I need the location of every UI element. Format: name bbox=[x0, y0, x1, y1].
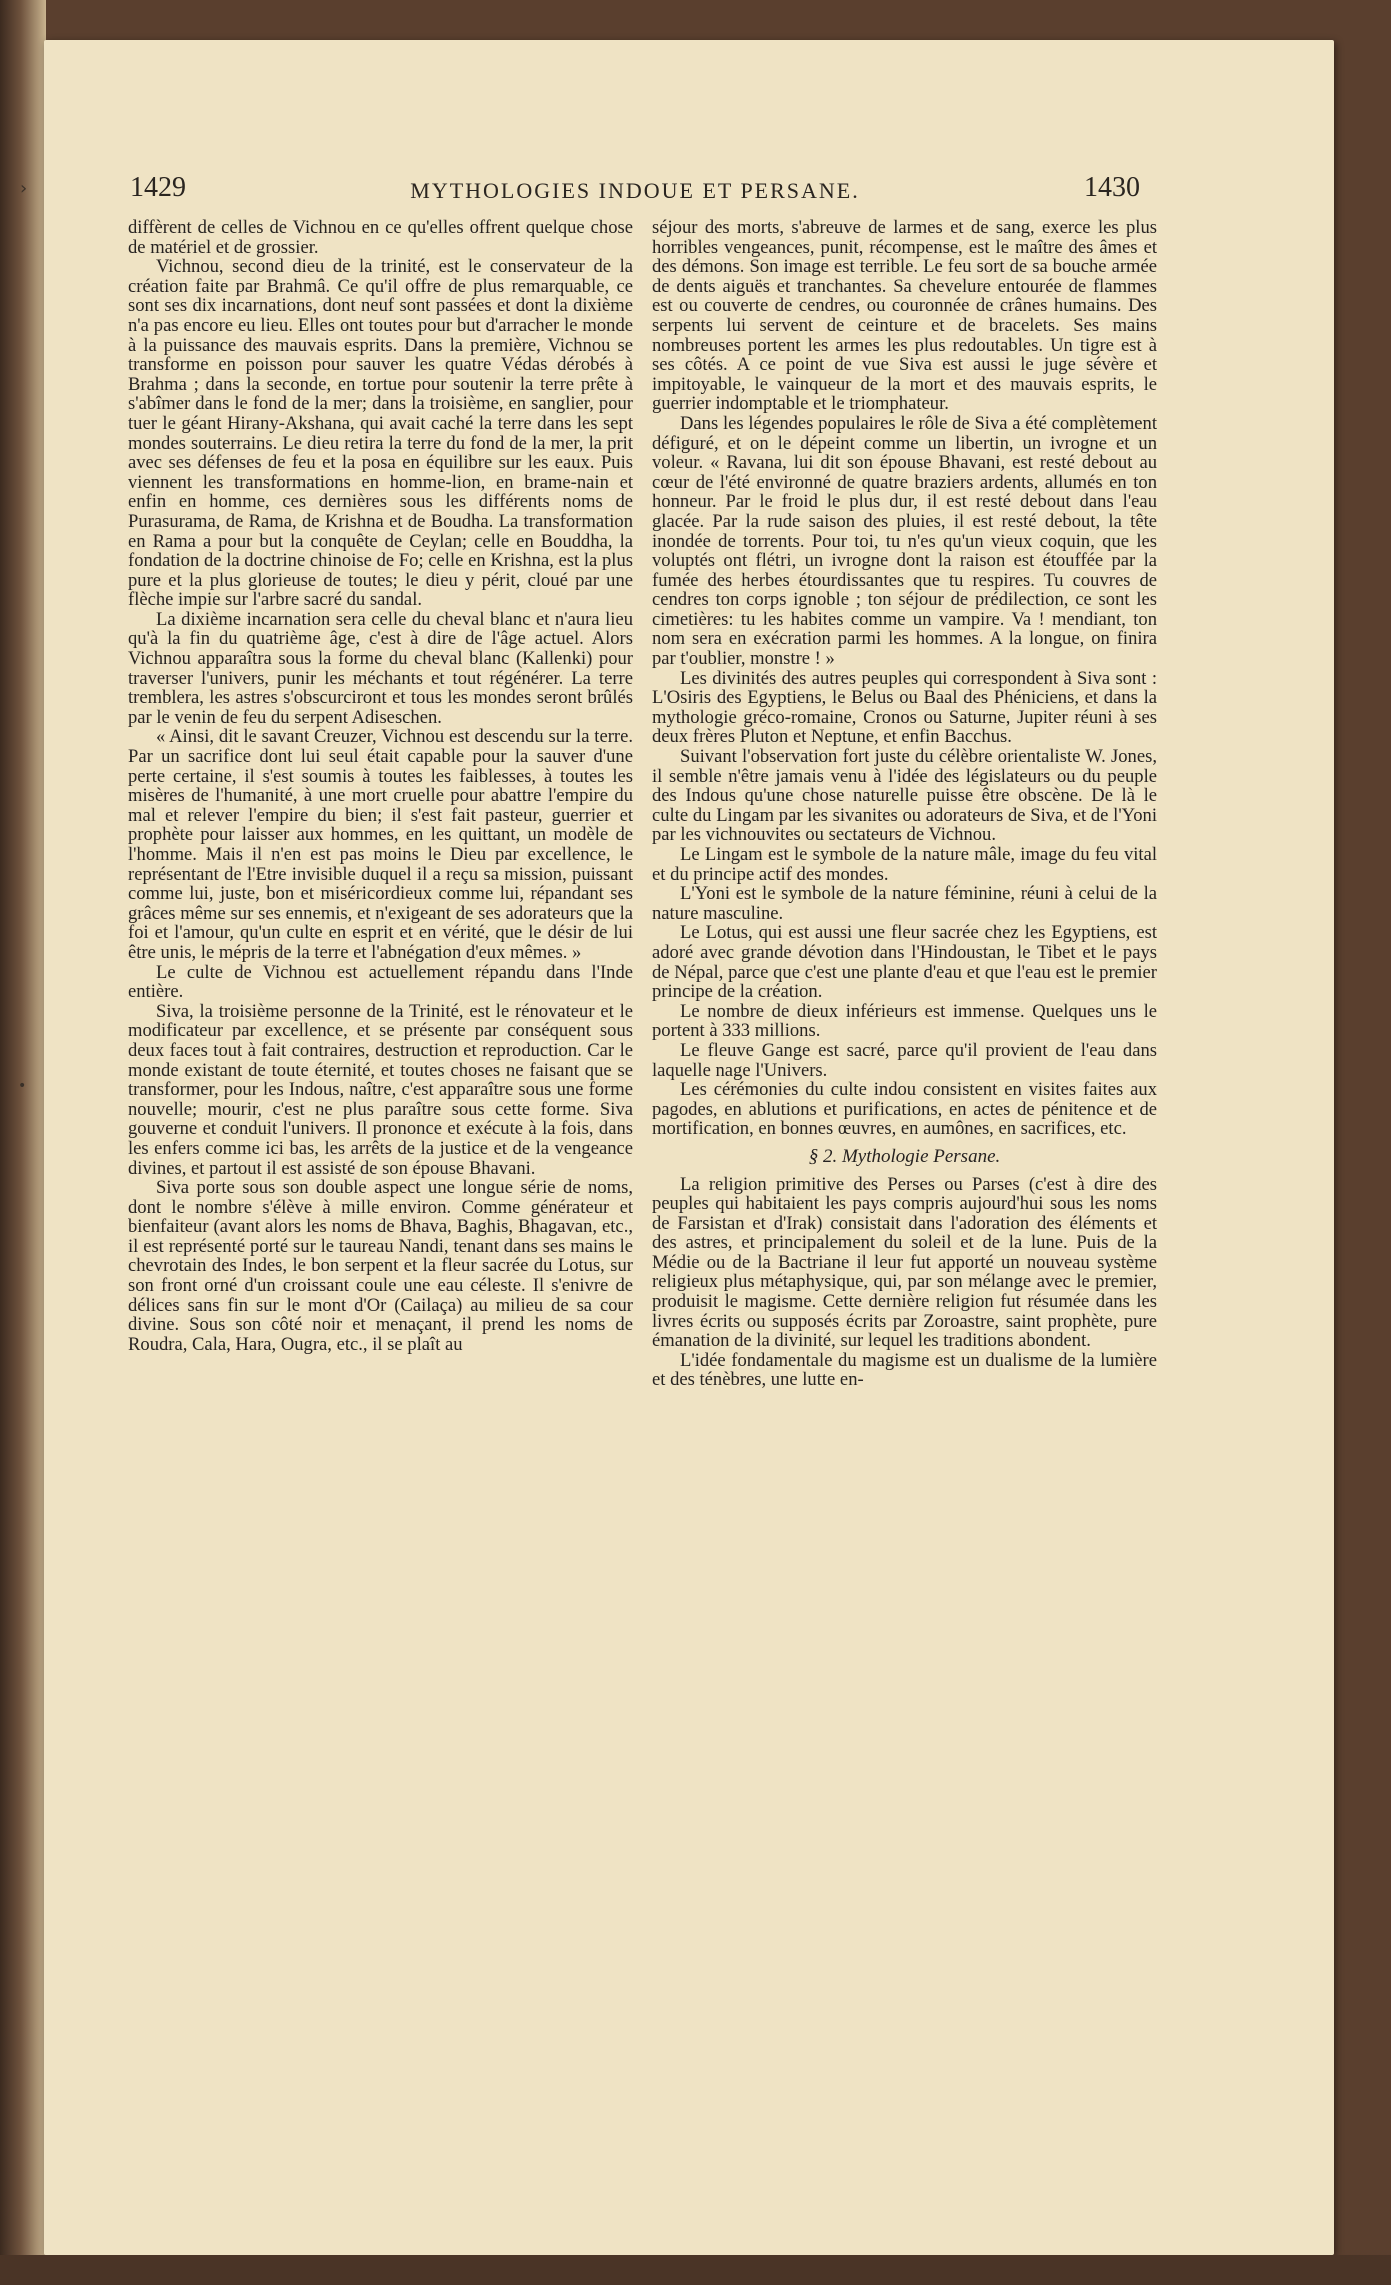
paragraph: Le Lingam est le symbole de la nature mâle, image du feu vital et du principe actif des mondes. bbox=[652, 844, 1157, 885]
paragraph: « Ainsi, dit le savant Creuzer, Vichnou est descendu sur la terre. Par un sacrifice dont lui seul était capable pour la sauver d'une perte certaine, il s'est soumis à toutes les faiblesses, à toutes les misères de l'humanité, à une mort cruelle pour abattre l'empire du mal et relever l'empire du bien; il s'est fait pasteur, guerrier et prophète pour laisser aux hommes, en les quittant, un modèle de l'homme. Mais il n'en est pas moins le Dieu par excellence, le représentant de l'Etre invisible duquel il a reçu sa mission, puissant comme lui, juste, bon et miséricordieux comme lui, répandant ses grâces même sur ses ennemis, et n'exigeant de ses adorateurs que la foi et l'amour, qu'un culte en esprit et en vérité, que le désir de lui être unis, le mépris de la terre et l'abnégation d'eux mêmes. » bbox=[128, 726, 633, 963]
paragraph: Dans les légendes populaires le rôle de Siva a été complètement défiguré, et on le dépeint comme un libertin, un ivrogne et un voleur. « Ravana, lui dit son épouse Bhavani, est resté debout au cœur de l'été environné de quatre braziers ardents, allumés en ton honneur. Par le froid le plus dur, il est resté debout dans l'eau glacée. Par la rude saison des pluies, il est resté debout, la tête inondée de torrents. Pour toi, tu n'es qu'un vieux coquin, que les voluptés ont flétri, un ivrogne dont la raison est étouffée par la fumée des herbes étourdissantes que tu respires. Tu couvres de cendres ton corps ignoble ; ton séjour de prédilection, ce sont les cimetières: tu les habites comme un vampire. Va ! mendiant, ton nom sera en exécration parmi les hommes. A la longue, on finira par t'oublier, monstre ! » bbox=[652, 412, 1157, 670]
paragraph: séjour des morts, s'abreuve de larmes et de sang, exerce les plus horribles vengeances, punit, récompense, est le maître des âmes et des démons. Son image est terrible. Le feu sort de sa bouche armée de dents aiguës et tranchantes. Sa chevelure entourée de flammes est ou couverte de cendres, ou couronnée de crânes humains. Des serpents lui servent de ceinture et de bracelets. Ses mains nombreuses portent les armes les plus redoutables. Un tigre est à ses côtés. A ce point de vue Siva est aussi le juge sévère et impitoyable, le vainqueur de la mort et des mauvais esprits, le guerrier indomptable et le triomphateur. bbox=[652, 217, 1157, 415]
page-number-left: 1429 bbox=[130, 172, 186, 203]
paragraph: Les divinités des autres peuples qui correspondent à Siva sont : L'Osiris des Egyptiens, le Belus ou Baal des Phéniciens, et dans la mythologie gréco-romaine, Cronos ou Saturne, Jupiter réuni à ses deux frères Pluton et Neptune, et enfin Bacchus. bbox=[652, 667, 1157, 748]
paragraph: Les cérémonies du culte indou consistent en visites faites aux pagodes, en ablutions et purifications, en actes de pénitence et de mortification, en bonnes œuvres, en aumônes, en sacrifices, etc. bbox=[652, 1079, 1157, 1140]
margin-dot-icon: • bbox=[18, 1078, 27, 1094]
background-bottom bbox=[0, 2255, 1391, 2285]
paragraph: L'idée fondamentale du magisme est un dualisme de la lumière et des ténèbres, une lutte en- bbox=[652, 1349, 1157, 1391]
paragraph: Le fleuve Gange est sacré, parce qu'il provient de l'eau dans laquelle nage l'Univers. bbox=[652, 1039, 1157, 1081]
section-heading: § 2. Mythologie Persane. bbox=[808, 1145, 1001, 1167]
paragraph: La dixième incarnation sera celle du cheval blanc et n'aura lieu qu'à la fin du quatrième âge, c'est à dire de l'âge actuel. Alors Vichnou apparaîtra sous la forme du cheval blanc (Kallenki) pour traverser l'univers, punir les méchants et tout régénérer. La terre tremblera, les astres s'obscurciront et tous les mondes seront brûlés par le venin de feu du serpent Adiseschen. bbox=[128, 608, 633, 728]
paragraph: Le nombre de dieux inférieurs est immense. Quelques uns le portent à 333 millions. bbox=[652, 1000, 1157, 1042]
page-number-right: 1430 bbox=[1084, 172, 1140, 203]
left-column bbox=[128, 218, 633, 1354]
paragraph: La religion primitive des Perses ou Parses (c'est à dire des peuples qui habitaient les pays compris aujourd'hui sous les noms de Farsistan et d'Irak) consistait dans l'adoration des éléments et des astres, et principalement du soleil et de la lune. Puis de la Médie ou de la Bactriane il leur fut apporté un nouveau système religieux plus métaphysique, qui, par son mélange avec le premier, produisit le magisme. Cette dernière religion fut résumée dans les livres écrits ou supposés écrits par Zoroastre, saint prophète, pure émanation de la divinité, sur lequel les traditions abondent. bbox=[652, 1173, 1157, 1352]
margin-mark-icon: › bbox=[20, 178, 28, 199]
paragraph: Le Lotus, qui est aussi une fleur sacrée chez les Egyptiens, est adoré avec grande dévotion dans l'Hindoustan, le Tibet et le pays de Népal, parce que c'est une plante d'eau et que l'eau est le premier principe de la création. bbox=[652, 922, 1157, 1003]
page-header bbox=[130, 172, 1140, 212]
paragraph: Siva porte sous son double aspect une longue série de noms, dont le nombre s'élève à mille environ. Comme générateur et bienfaiteur (avant alors les noms de Bhava, Baghis, Bhagavan, etc., il est représenté porté sur le taureau Nandi, tenant dans ses mains le chevrotain des Indes, le bon serpent et la fleur sacrée du Lotus, sur son front orné d'un croissant coule une eau céleste. Il s'enivre de délices sans fin sur le mont d'Or (Cailaça) au milieu de sa cour divine. Sous son côté noir et menaçant, il prend les noms de Roudra, Cala, Hara, Ougra, etc., il se plaît au bbox=[128, 1177, 633, 1355]
right-column bbox=[652, 218, 1157, 1390]
paragraph: Suivant l'observation fort juste du célèbre orientaliste W. Jones, il semble n'être jamais venu à l'idée des législateurs ou du peuple des Indous qu'une chose naturelle puisse être obscène. De là le culte du Lingam par les sivanites ou adorateurs de Siva, et de l'Yoni par les vichnouvites ou sectateurs de Vichnou. bbox=[652, 746, 1157, 846]
paragraph: Vichnou, second dieu de la trinité, est le conservateur de la création faite par Brahmâ. Ce qu'il offre de plus remarquable, ce sont ses dix incarnations, dont neuf sont passées et dont la dixième n'a pas encore eu lieu. Elles ont toutes pour but d'arracher le monde à la puissance des mauvais esprits. Dans la première, Vichnou se transforme en poisson pour sauver les quatre Védas dérobés à Brahma ; dans la seconde, en tortue pour soutenir la terre prête à s'abîmer dans le fond de la mer; dans la troisième, en sanglier, pour tuer le géant Hirany-Akshana, qui avait caché la terre dans les sept mondes souterrains. Le dieu retira la terre du fond de la mer, la prit avec ses défenses de feu et la posa en équilibre sur les eaux. Puis viennent les transformations en homme-lion, en brame-nain et enfin en homme, ces dernières sous les différents noms de Purasurama, de Rama, de Krishna et de Boudha. La transformation en Rama a pour but la conquête de Ceylan; celle en Bouddha, la fondation de la doctrine chinoise de Fo; celle en Krishna, est la plus pure et la plus glorieuse de toutes; le dieu y périt, cloué par une flèche impie sur l'arbre sacré du sandal. bbox=[128, 256, 633, 611]
paragraph: Siva, la troisième personne de la Trinité, est le rénovateur et le modificateur par excellence, et se présente par conséquent sous deux faces tout à fait contraires, destruction et reproduction. Car le monde existant de toute éternité, et toutes choses ne faisant que se transformer, pour les Indous, naître, c'est apparaître sous une forme nouvelle; mourir, c'est ne plus paraître sous cette forme. Siva gouverne et conduit l'univers. Il prononce et exécute à la fois, dans les enfers comme ici bas, les arrêts de la justice et de la vengeance divines, et partout il est assisté de son épouse Bhavani. bbox=[128, 1000, 633, 1179]
paragraph: diffèrent de celles de Vichnou en ce qu'elles offrent quelque chose de matériel et de grossier. bbox=[128, 217, 633, 258]
paragraph: Le culte de Vichnou est actuellement répandu dans l'Inde entière. bbox=[128, 961, 633, 1003]
running-title: MYTHOLOGIES INDOUE ET PERSANE. bbox=[410, 178, 860, 203]
paragraph: L'Yoni est le symbole de la nature féminine, réuni à celui de la nature masculine. bbox=[652, 883, 1157, 924]
binding-edge bbox=[0, 0, 46, 2285]
